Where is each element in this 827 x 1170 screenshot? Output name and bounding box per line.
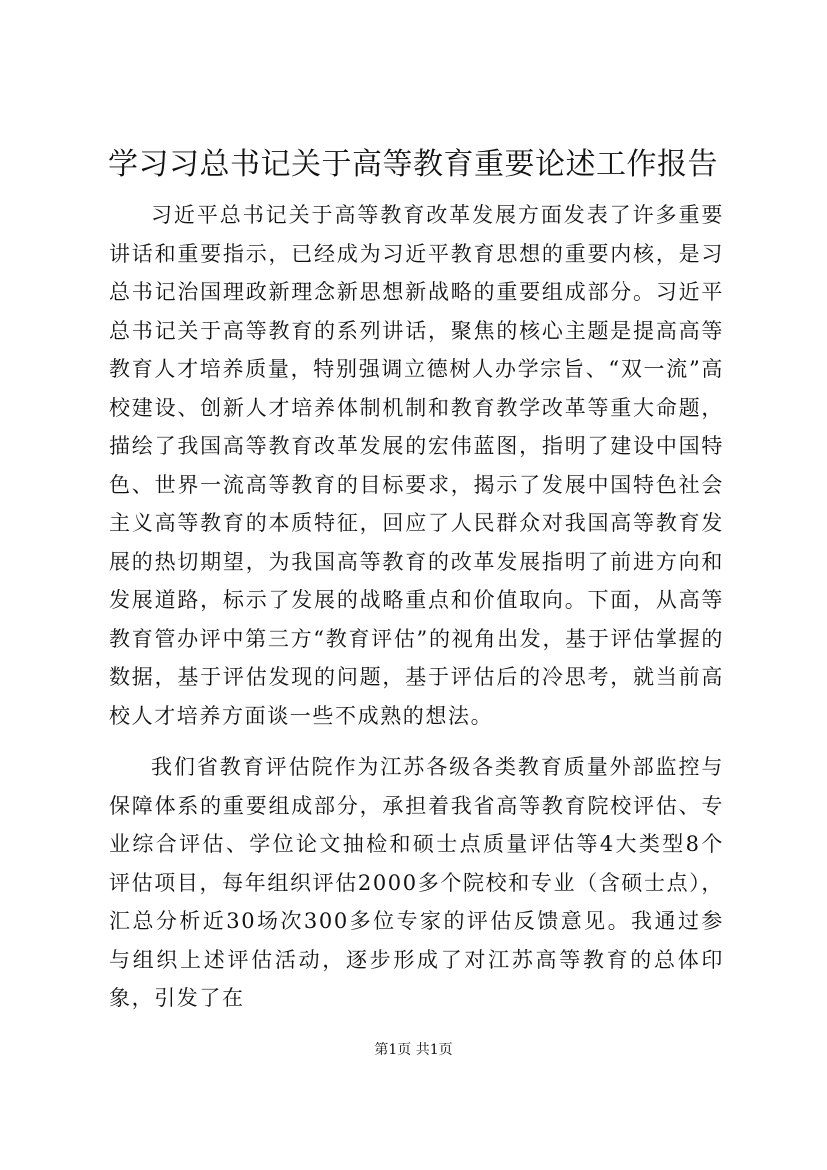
document-title: 学习习总书记关于高等教育重要论述工作报告 — [108, 147, 718, 182]
page-footer: 第1页 共1页 — [374, 1042, 453, 1058]
paragraph-2: 我们省教育评估院作为江苏各级各类教育质量外部监控与保障体系的重要组成部分，承担着我省高等教育院校评估、专业综合评估、学位论文抽检和硕士点质量评估等4大类型8个评估项目，每年组织评估2000多个院校和专业（含硕士点），汇总分析近30场次300多位专家的评估反馈意见。我通过参与组织上述评估活动，逐步形成了对江苏高等教育的总体印象，引发了在 — [109, 755, 724, 1010]
document-body — [109, 196, 724, 1018]
paragraph-1: 习近平总书记关于高等教育改革发展方面发表了许多重要讲话和重要指示，已经成为习近平教育思想的重要内核，是习总书记治国理政新理念新思想新战略的重要组成部分。习近平总书记关于高等教育的系列讲话，聚焦的核心主题是提高高等教育人才培养质量，特别强调立德树人办学宗旨、“双一流”高校建设、创新人才培养体制机制和教育教学改革等重大命题，描绘了我国高等教育改革发展的宏伟蓝图，指明了建设中国特色、世界一流高等教育的目标要求，揭示了发展中国特色社会主义高等教育的本质特征，回应了人民群众对我国高等教育发展的热切期望，为我国高等教育的改革发展指明了前进方向和发展道路，标示了发展的战略重点和价值取向。下面，从高等教育管办评中第三方“教育评估”的视角出发，基于评估掌握的数据，基于评估发现的问题，基于评估后的冷思考，就当前高校人才培养方面谈一些不成熟的想法。 — [109, 203, 724, 728]
